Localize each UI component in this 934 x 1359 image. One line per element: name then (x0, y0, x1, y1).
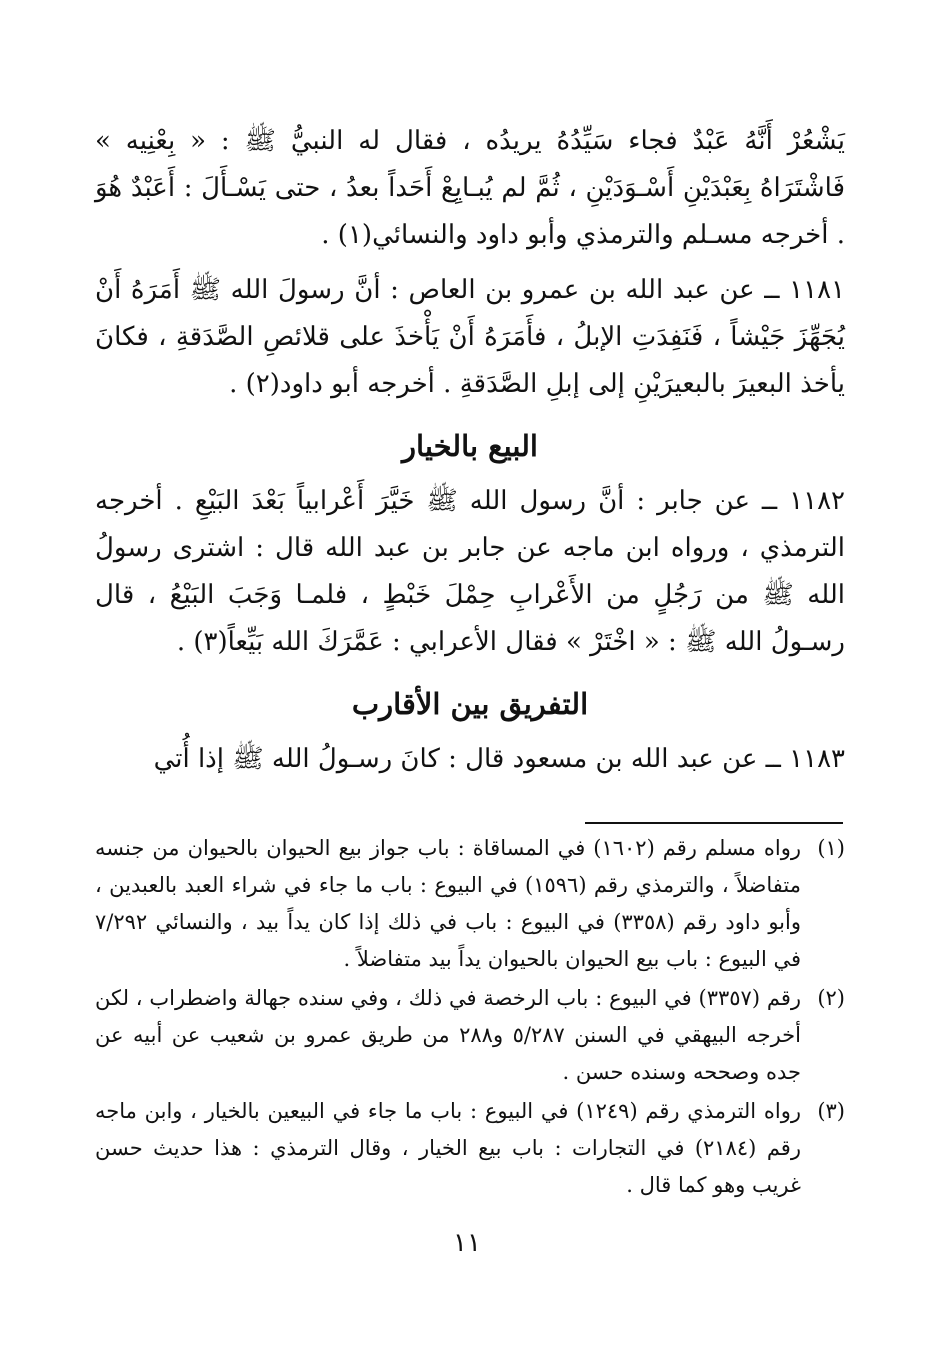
footnote-number: (٣) (817, 1099, 845, 1123)
footnote-divider (585, 822, 843, 824)
section-heading-separating-relatives: التفريق بين الأقارب (351, 687, 589, 721)
paragraph-hadith-1183: ١١٨٣ ــ عن عبد الله بن مسعود قال : كانَ رسـولُ الله ﷺ إذا أُتي (153, 744, 845, 774)
footnote-number: (١) (817, 836, 845, 860)
paragraph-continuation: يَشْعُرْ أَنَّهُ عَبْدٌ فجاء سَيِّدُهُ يريدُه ، فقال له النبيُّ ﷺ : « بِعْنِيه » فَاشْتَرَاهُ بِعَبْدَيْنِ أَسْـوَدَيْنِ ، ثُمَّ لم يُبـايِعْ أَحَداً بعدُ ، حتى يَسْـأَلَ : أَعَبْدٌ هُوَ . أخرجه مسـلم والترمذي وأبو داود والنسائي(١) . (95, 126, 845, 250)
paragraph-hadith-1182: ١١٨٢ ــ عن جابر : أنَّ رسول الله ﷺ خَيَّرَ أَعْرابياً بَعْدَ البَيْعِ . أخرجه الترمذي ، ورواه ابن ماجه عن جابر بن عبد الله قال : اشترى رسولُ الله ﷺ من رَجُلٍ من الأَعْرابِ حِمْلَ خَبْطٍ ، فلمـا وَجَبَ البَيْعُ ، قال رسـولُ الله ﷺ : « اخْتَرْ » فقال الأعرابي : عَمَّرَكَ الله بَيِّعاً(٣) . (95, 486, 845, 657)
footnote-1 (95, 830, 845, 978)
footnote-number: (٢) (817, 986, 845, 1010)
section-heading-sale-with-option: البيع بالخيار (402, 429, 538, 463)
footnote-text: رواه مسلم رقم (١٦٠٢) في المساقاة : باب جواز بيع الحيوان بالحيوان من جنسه متفاضلاً ، والترمذي رقم (١٥٩٦) في البيوع : باب ما جاء في شراء العبد بالعبدين ، وأبو داود رقم (٣٣٥٨) في البيوع : باب في ذلك إذا كان يداً بيد ، والنسائي ٧/٢٩٢ في البيوع : باب بيع الحيوان بالحيوان يداً بيد متفاضلاً . (95, 836, 802, 971)
page-number: ١١ (453, 1228, 481, 1258)
paragraph-hadith-1181: ١١٨١ ــ عن عبد الله بن عمرو بن العاص : أنَّ رسولَ الله ﷺ أَمَرَهُ أَنْ يُجَهِّزَ جَيْشاً ، فَنَفِدَتِ الإبلُ ، فأَمَرَهُ أَنْ يَأْخذَ على قلائصِ الصَّدَقةِ ، فكانَ يأخذ البعيرَ بالبعيرَيْنِ إلى إبلِ الصَّدَقةِ . أخرجه أبو داود(٢) . (95, 275, 845, 399)
footnote-text: رواه الترمذي رقم (١٢٤٩) في البيوع : باب ما جاء في البيعين بالخيار ، وابن ماجه رقم (٢١٨٤) في التجارات : باب بيع الخيار ، وقال الترمذي : هذا حديث حسن غريب وهو كما قال . (95, 1099, 802, 1197)
footnotes (95, 830, 845, 1206)
footnote-text: رقم (٣٣٥٧) في البيوع : باب الرخصة في ذلك ، وفي سنده جهالة واضطراب ، لكن أخرجه البيهقي في السنن ٥/٢٨٧ و٢٨٨ من طريق عمرو بن شعيب عن أبيه عن جده وصححه وسنده حسن . (95, 986, 801, 1084)
footnote-2 (95, 980, 845, 1091)
page-body (95, 118, 845, 783)
footnote-3 (95, 1093, 845, 1204)
